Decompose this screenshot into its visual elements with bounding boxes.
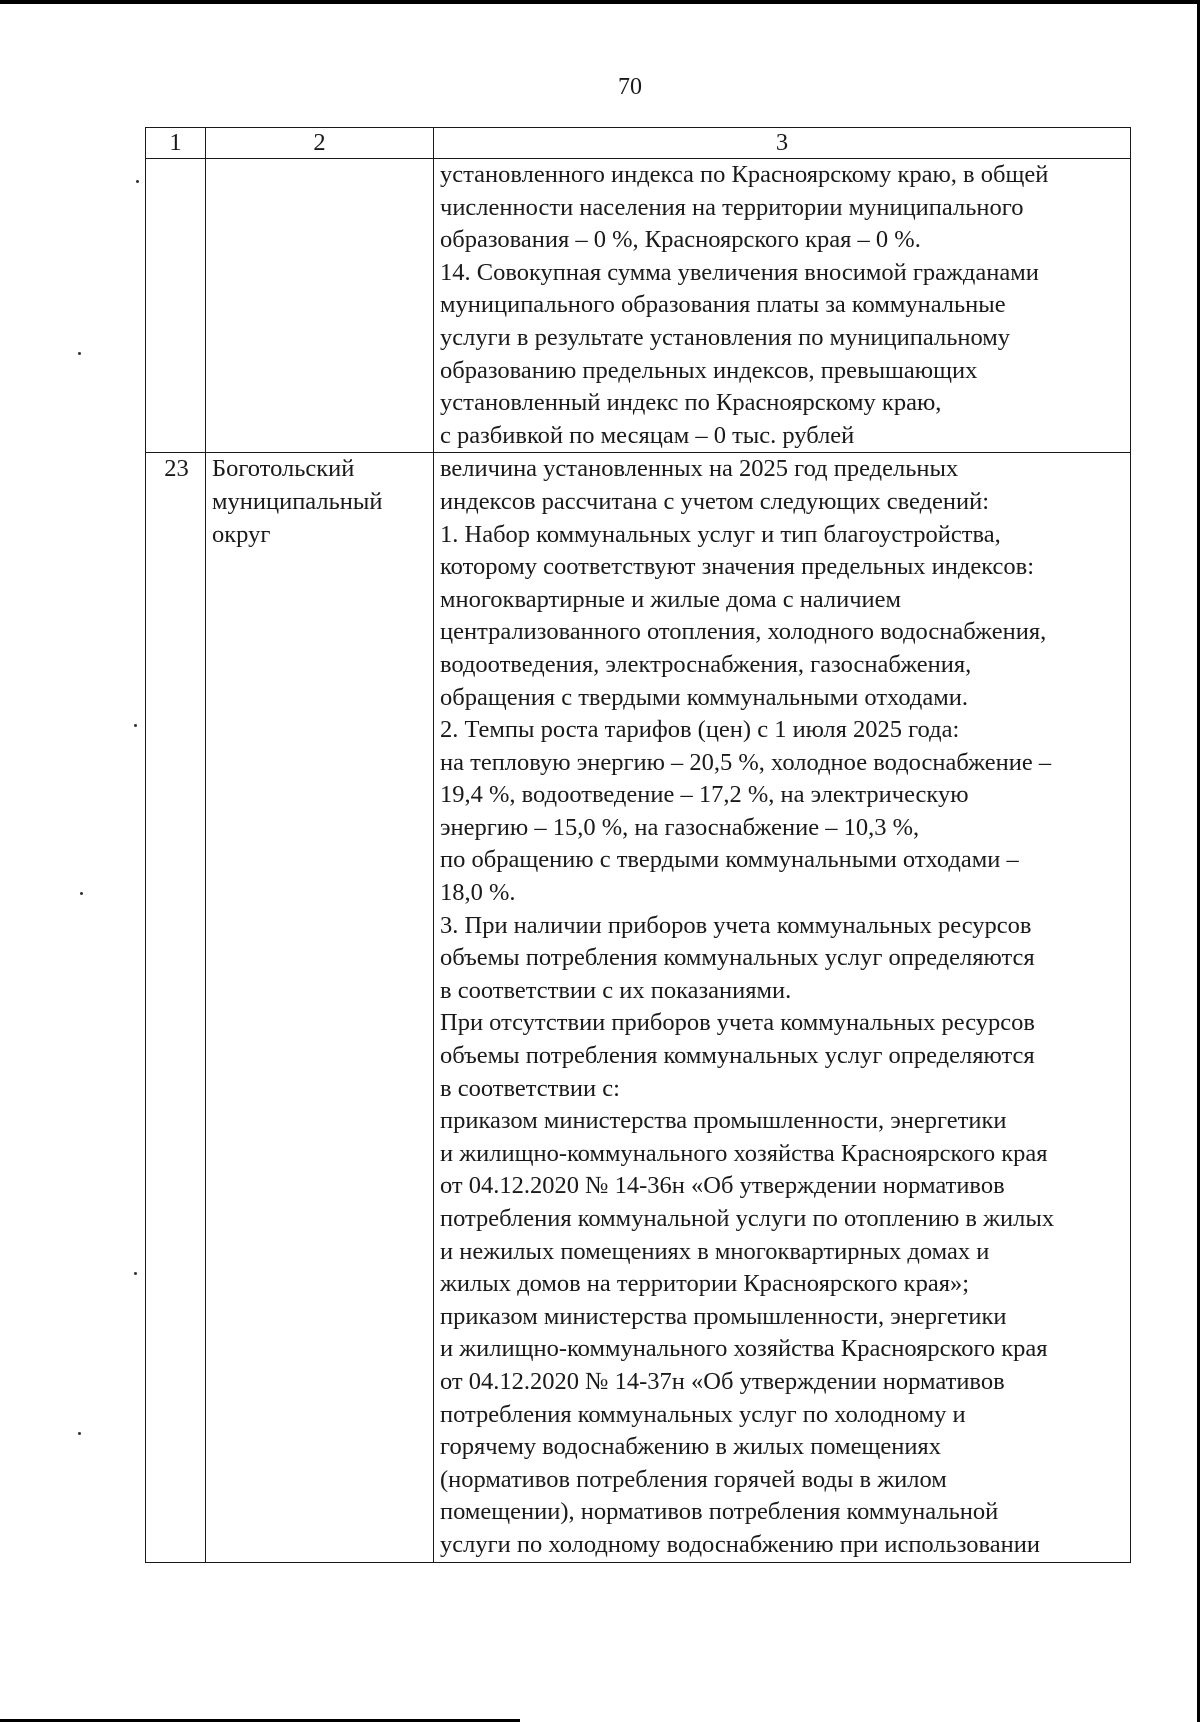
page-number: 70 xyxy=(618,74,642,100)
description-cell xyxy=(434,453,1131,1562)
text-line: по обращению с твердыми коммунальными отходами – xyxy=(440,846,1019,874)
text-line: и нежилых помещениях в многоквартирных домах и xyxy=(440,1237,990,1265)
name-line: Боготольский xyxy=(212,455,355,483)
text-line: от 04.12.2020 № 14-37н «Об утверждении нормативов xyxy=(440,1367,1005,1395)
text-line: 14. Совокупная сумма увеличения вносимой гражданами xyxy=(440,258,1039,286)
text-line: 2. Темпы роста тарифов (цен) с 1 июля 2025 года: xyxy=(440,716,960,744)
text-line: на тепловую энергию – 20,5 %, холодное водоснабжение – xyxy=(440,748,1052,776)
text-line: 3. При наличии приборов учета коммунальных ресурсов xyxy=(440,911,1032,939)
text-line: услуги в результате установления по муниципальному xyxy=(440,323,1011,351)
column-header-2: 2 xyxy=(206,128,434,159)
text-line: приказом министерства промышленности, энергетики xyxy=(440,1302,1007,1330)
text-line: установленного индекса по Красноярскому краю, в общей xyxy=(440,161,1049,188)
table-row-23 xyxy=(146,453,1131,1562)
margin-speck xyxy=(78,352,81,355)
text-line: 18,0 %. xyxy=(440,879,516,907)
name-line: муниципальный xyxy=(212,487,383,515)
municipality-name-cell xyxy=(206,453,434,1562)
margin-speck xyxy=(136,180,139,183)
text-line: многоквартирные и жилые дома с наличием xyxy=(440,585,902,613)
description-cell xyxy=(434,159,1131,453)
scan-border-top xyxy=(0,0,1200,4)
text-line: с разбивкой по месяцам – 0 тыс. рублей xyxy=(440,421,855,449)
text-line: потребления коммунальных услуг по холодному и xyxy=(440,1400,966,1428)
column-header-1: 1 xyxy=(146,128,206,159)
text-line: приказом министерства промышленности, энергетики xyxy=(440,1107,1007,1135)
text-line: от 04.12.2020 № 14-36н «Об утверждении нормативов xyxy=(440,1172,1005,1200)
text-line: объемы потребления коммунальных услуг определяются xyxy=(440,1042,1035,1070)
table-header-row xyxy=(146,128,1131,159)
row-number-cell xyxy=(146,159,206,453)
text-line: потребления коммунальной услуги по отоплению в жилых xyxy=(440,1205,1055,1232)
text-line: 19,4 %, водоотведение – 17,2 %, на электрическую xyxy=(440,781,969,809)
text-line: (нормативов потребления горячей воды в жилом xyxy=(440,1465,947,1493)
text-line: и жилищно-коммунального хозяйства Красноярского края xyxy=(440,1335,1048,1363)
text-line: величина установленных на 2025 год предельных xyxy=(440,455,959,483)
text-line: муниципального образования платы за коммунальные xyxy=(440,291,1006,319)
name-line: округ xyxy=(212,520,271,548)
text-line: образования – 0 %, Красноярского края – 0 %. xyxy=(440,226,921,254)
text-line: жилых домов на территории Красноярского края»; xyxy=(440,1270,970,1298)
text-line: в соответствии с: xyxy=(440,1074,620,1102)
text-line: 1. Набор коммунальных услуг и тип благоустройства, xyxy=(440,520,1001,548)
column-header-3: 3 xyxy=(434,128,1131,159)
text-line: установленный индекс по Красноярскому краю, xyxy=(440,389,942,417)
margin-speck xyxy=(134,1272,137,1275)
municipality-name-cell xyxy=(206,159,434,453)
text-line: индексов рассчитана с учетом следующих сведений: xyxy=(440,487,990,515)
text-line: горячему водоснабжению в жилых помещениях xyxy=(440,1433,941,1461)
text-line: помещении), нормативов потребления коммунальной xyxy=(440,1498,999,1526)
margin-speck xyxy=(134,724,137,727)
text-line: которому соответствуют значения предельных индексов: xyxy=(440,553,1035,581)
margin-speck xyxy=(78,1432,81,1435)
text-line: услуги по холодному водоснабжению при использовании xyxy=(440,1530,1040,1558)
text-line: централизованного отопления, холодного водоснабжения, xyxy=(440,618,1047,646)
text-line: образованию предельных индексов, превышающих xyxy=(440,356,978,384)
text-line: обращения с твердыми коммунальными отходами. xyxy=(440,683,968,711)
text-line: и жилищно-коммунального хозяйства Красноярского края xyxy=(440,1139,1048,1167)
document-table xyxy=(145,127,1131,1563)
text-line: водоотведения, электроснабжения, газоснабжения, xyxy=(440,650,972,678)
text-line: объемы потребления коммунальных услуг определяются xyxy=(440,944,1035,972)
text-line: в соответствии с их показаниями. xyxy=(440,976,792,1004)
margin-speck xyxy=(80,892,83,895)
continuation-row xyxy=(146,159,1131,453)
text-line: численности населения на территории муниципального xyxy=(440,193,1024,221)
row-number-cell: 23 xyxy=(146,453,206,1562)
text-line: энергию – 15,0 %, на газоснабжение – 10,3 %, xyxy=(440,813,920,841)
text-line: При отсутствии приборов учета коммунальных ресурсов xyxy=(440,1009,1035,1037)
